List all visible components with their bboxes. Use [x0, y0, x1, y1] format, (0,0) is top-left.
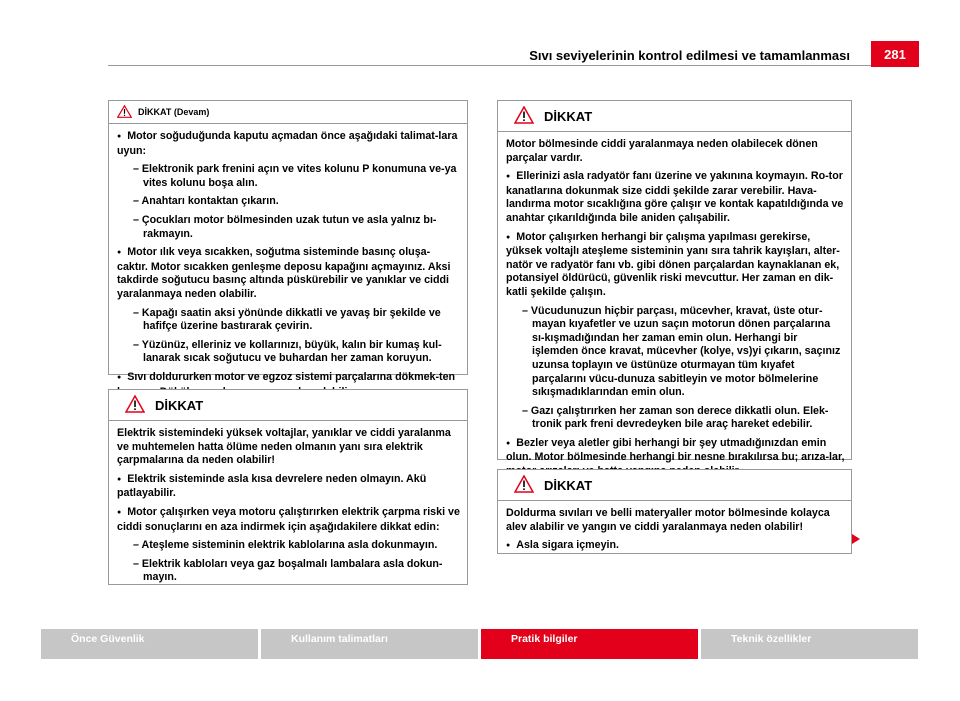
warning-box-electrical — [108, 389, 468, 585]
page-number: 281 — [871, 41, 919, 67]
warning-box-title: DİKKAT — [544, 108, 593, 124]
bullet-paragraph: ● Ellerinizi asla radyatör fanı üzerine ve yakınına koymayın. Ro-tor kanatlarına dokunmak size ciddi şekilde zarar verebilir. Hava-landırma motor sıcaklığına göre çalışır ve kontak kapatıldığında ve anahtar çıkarıldığında bile aniden çalışabilir. — [506, 170, 845, 225]
warning-box-header — [109, 390, 467, 421]
warning-triangle-icon — [514, 475, 534, 496]
page-header-title: Sıvı seviyelerinin kontrol edilmesi ve tamamlanması — [529, 48, 850, 63]
warning-triangle-icon — [514, 106, 534, 127]
warning-box-title: DİKKAT (Devam) — [138, 107, 210, 117]
bullet-paragraph: ● Sıvı doldururken motor ve egzoz sistemi parçalarına dökmek-ten — [117, 371, 461, 399]
warning-box-body — [109, 124, 467, 407]
dash-paragraph: – Yüzünüz, elleriniz ve kollarınızı, büyük, kalın bir kumaş kul-lanarak sıcak soğutucu ve buhardan her zaman koruyun. — [133, 338, 442, 365]
footer-tab-safety[interactable]: Önce Güvenlik — [41, 629, 258, 659]
warning-box-body — [498, 501, 851, 562]
warning-box-header — [498, 470, 851, 501]
warning-box-body — [498, 132, 851, 487]
continue-arrow-icon — [852, 534, 860, 544]
warning-box-body — [109, 421, 467, 593]
warning-box-title: DİKKAT — [544, 477, 593, 493]
bullet-paragraph: ● Motor ılık veya sıcakken, soğutma sisteminde basınç oluşa-caktır. Motor sıcakken genleşme deposu kapağını açmayınız. Aksi takdirde soğutucu basınç altında püskürebilir ve yanıklar ve ciddi yaralanmaya neden olabilir. — [117, 246, 461, 301]
paragraph: Doldurma sıvıları ve belli materyaller motor bölmesinde kolayca alev alabilir ve yangın ve ciddi yaralanmaya neden olabilir! — [506, 507, 830, 533]
footer-tab-technical[interactable]: Teknik özellikler — [701, 629, 918, 659]
warning-box-flammable — [497, 469, 852, 554]
warning-box-continued — [108, 100, 468, 383]
warning-box-rotating-parts — [497, 100, 852, 464]
bullet-paragraph: ● Motor çalışırken herhangi bir çalışma yapılması gerekirse, yüksek voltajlı ateşleme sisteminin yanı sıra tahrik kayışları, alter-natör ve radyatör fanı vb. gibi dönen parçalardan kaynaklanan ek, potansiyel öldürücü, güvenlik riski mevcuttur. Her zaman en dik-katli şekilde çalışın. — [506, 231, 845, 300]
dash-paragraph: – Ateşleme sisteminin elektrik kablolarına asla dokunmayın. — [133, 539, 438, 552]
warning-box-header — [498, 101, 851, 132]
dash-paragraph: – Elektrik kabloları veya gaz boşalmalı lambalara asla dokun-mayın. — [133, 557, 443, 584]
footer-nav — [41, 629, 918, 659]
dash-paragraph: – Elektronik park frenini açın ve vites kolunu P konumuna ve-ya vites kolunu boşa alın. — [133, 163, 457, 189]
bullet-paragraph: ● Motor çalışırken veya motoru çalıştırırken elektrik çarpma riski ve ciddi sonuçlarını en aza indirmek için aşağıdakilere dikkat edin: — [117, 506, 461, 534]
dash-paragraph: – Anahtarı kontaktan çıkarın. — [133, 195, 279, 208]
paragraph: Motor bölmesinde ciddi yaralanmaya neden olabilecek dönen parçalar vardır. — [506, 138, 818, 164]
footer-tab-practical[interactable]: Pratik bilgiler — [481, 629, 698, 659]
bullet-paragraph: ● Bezler veya aletler gibi herhangi bir şey utmadığınızdan emin olun. Motor bölmesinde herhangi bir nesne bırakılırsa bu; arıza-lar, — [506, 437, 845, 479]
bullet-paragraph: ● Asla sigara içmeyin. — [506, 539, 845, 554]
warning-box-header — [109, 101, 467, 124]
warning-box-title: DİKKAT — [155, 397, 204, 413]
warning-triangle-icon — [125, 395, 145, 416]
dash-paragraph: – Vücudunuzun hiçbir parçası, mücevher, kravat, üste otur-mayan kıyafetler ve uzun saçın motorun dönen parçalarına sı-kışmadığından her zaman emin olun. Herhangi bir işlemden önce kravat, mücevher (kolye, vs)yi çıkarın, saçınız uzunsa toplayın ve üstünüze oturmayan tüm kıyafet parçalarını vücu-dunuza sabitleyin ve motor bölmelerine sıkışmadıklarından emin olun. — [522, 304, 841, 399]
dash-paragraph: – Kapağı saatin aksi yönünde dikkatli ve yavaş bir şekilde ve hafifçe üzerine bastırarak çevirin. — [133, 306, 441, 333]
dash-paragraph: – Çocukları motor bölmesinden uzak tutun ve asla yalnız bı-rakmayın. — [133, 213, 437, 240]
header-rule — [108, 65, 871, 66]
bullet-paragraph: ● Motor soğuduğunda kaputu açmadan önce aşağıdaki talimat-lara uyun: — [117, 130, 461, 158]
dash-paragraph: – Gazı çalıştırırken her zaman son derece dikkatli olun. Elek-tronik park freni devredeyken bile araç hareket edebilir. — [522, 404, 829, 431]
bullet-paragraph: ● Elektrik sisteminde asla kısa devrelere neden olmayın. Akü patlayabilir. — [117, 473, 461, 501]
warning-triangle-icon — [117, 105, 132, 120]
footer-tab-operation[interactable]: Kullanım talimatları — [261, 629, 478, 659]
paragraph: Elektrik sistemindeki yüksek voltajlar, yanıklar ve ciddi yaralanma ve muhtemelen hatta ölüme neden olmanın yanı sıra elektrik çarpmalarına da neden olabilir! — [117, 427, 451, 467]
